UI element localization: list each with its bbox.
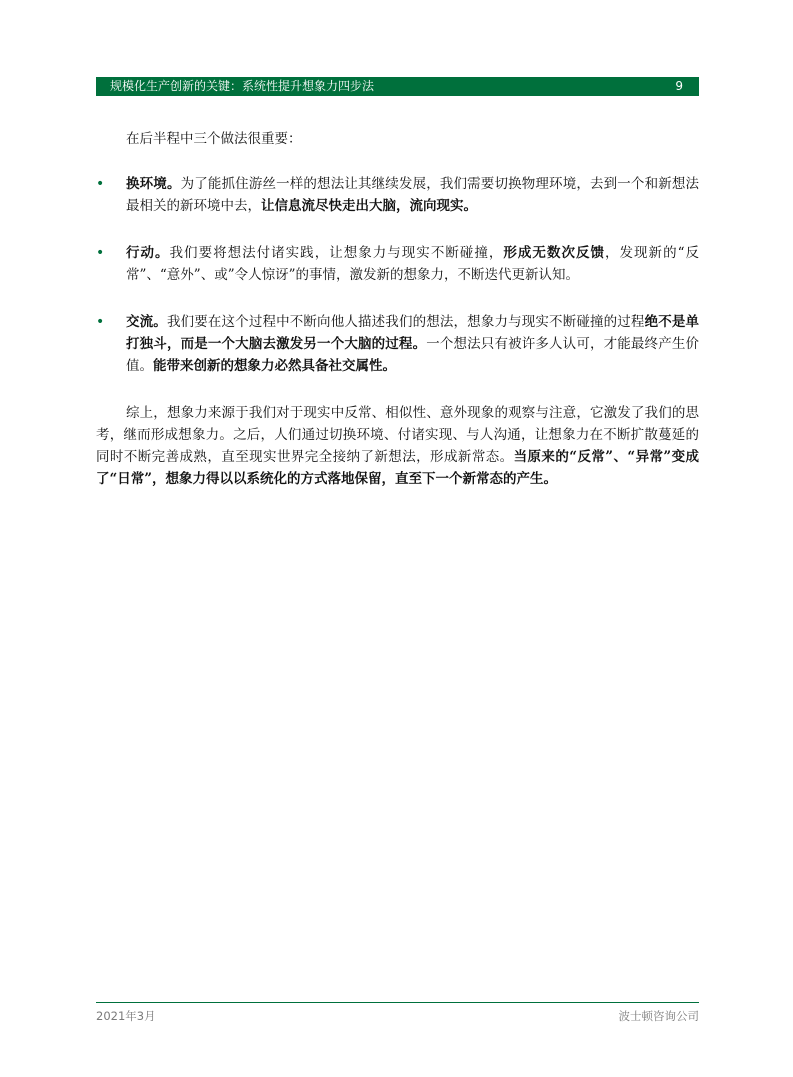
bullet-bold-text: 形成无数次反馈 [503,245,606,261]
bullet-bold-text: 让信息流尽快走出大脑，流向现实。 [261,198,477,214]
header-title: 规模化生产创新的关键：系统性提升想象力四步法 [110,79,375,93]
intro-paragraph: 在后半程中三个做法很重要： [126,131,302,147]
bullet-item-communication [96,311,699,377]
conclusion-bold-text: 当原来的“反常”、“异常”变成了“日常”，想象力得以以系统化的方式落地保留，直至下一个新常态的产生。 [96,449,700,487]
footer-date: 2021年3月 [96,1009,156,1023]
conclusion-text: 综上，想象力来源于我们对于现实中反常、相似性、意外现象的观察与注意，它激发了我们的思考，继而形成想象力。之后，人们通过切换环境、付诸实现、与人沟通，让想象力在不断扩散蔓延的同时不断完善成熟，直至现实世界完全接纳了新想法，形成新常态。 [96,405,699,465]
footer-company: 波士顿咨询公司 [618,1009,699,1023]
page-number: 9 [675,79,683,93]
footer [96,1008,699,1024]
bullet-lead: 交流。 [126,314,167,330]
bullet-item-action [96,242,699,286]
bullet-item-environment [96,173,699,217]
bullet-bold-text: 能带来创新的想象力必然具备社交属性。 [153,358,396,374]
bullet-text: 为了能抓住游丝一样的想法让其继续发展，我们需要切换物理环境，去到一个和新想法最相关的新环境中去， [126,176,700,214]
footer-divider [96,1002,699,1003]
bullet-lead: 换环境。 [126,176,181,192]
bullet-dot-icon: • [96,176,105,192]
bullet-dot-icon: • [96,314,105,330]
main-content [96,128,699,490]
bullet-list [96,173,699,377]
bullet-text: 一个想法只有被许多人认可，才能最终产生价值。 [126,336,699,374]
bullet-lead: 行动。 [126,245,170,261]
bullet-text: 我们要在这个过程中不断向他人描述我们的想法，想象力与现实不断碰撞的过程 [166,314,645,330]
bullet-bold-text: 绝不是单打独斗，而是一个大脑去激发另一个大脑的过程。 [126,314,700,352]
bullet-dot-icon: • [96,245,105,261]
bullet-text: ，发现新的“反常”、“意外”、或”令人惊讶”的事情，激发新的想象力，不断迭代更新认知。 [126,245,700,283]
bullet-text: 我们要将想法付诸实践，让想象力与现实不断碰撞， [169,245,504,261]
header-bar [96,77,699,96]
conclusion-paragraph [96,402,699,490]
